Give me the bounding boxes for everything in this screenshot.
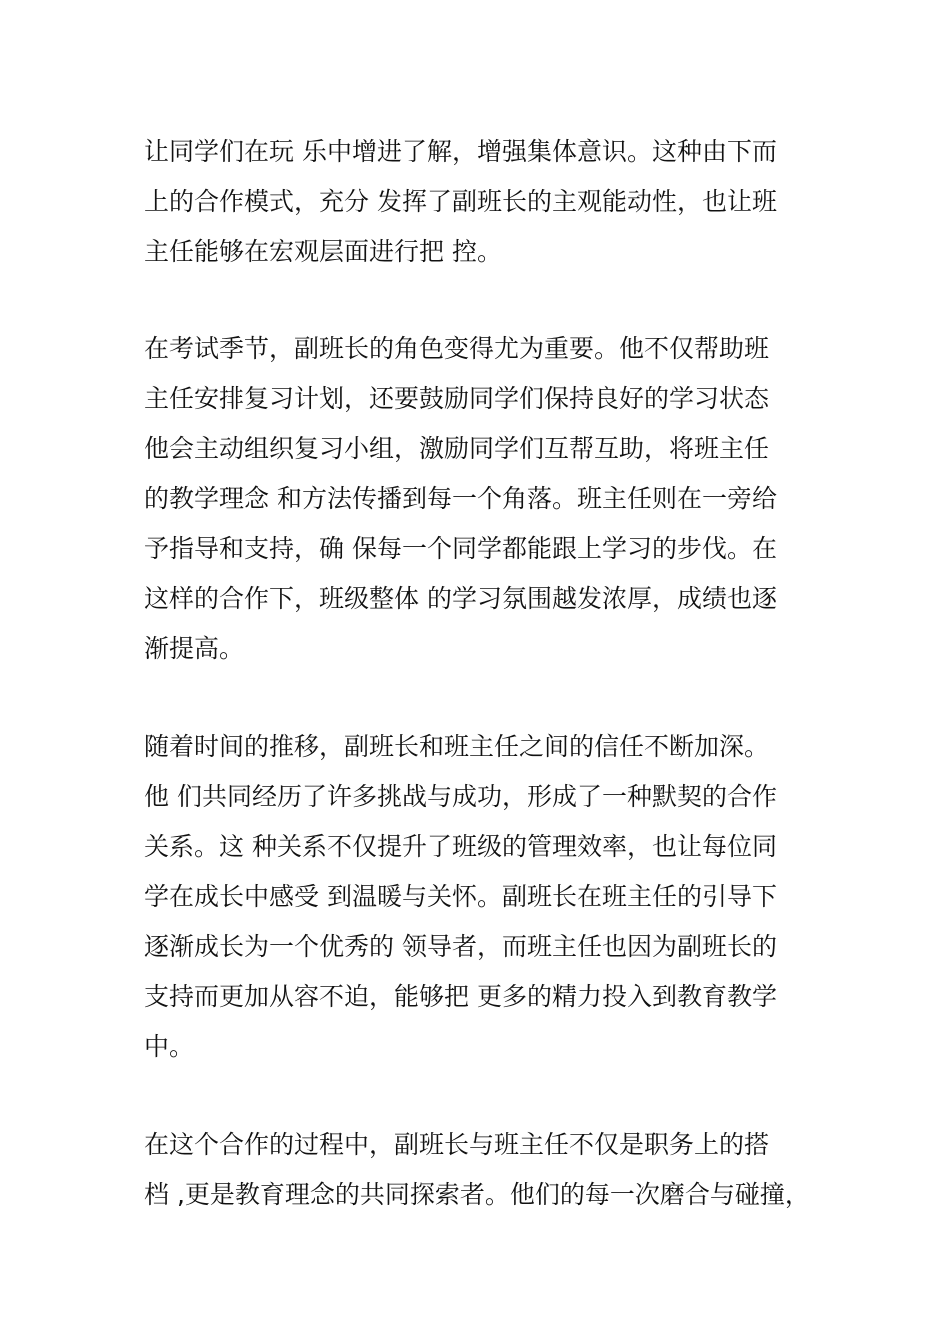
paragraph-4 [144, 1120, 844, 1220]
text-line: 予指导和支持，确 保每一个同学都能跟上学习的步伐。在 [144, 534, 777, 563]
paragraph-2 [144, 324, 844, 674]
text-line: 上的合作模式，充分 发挥了副班长的主观能动性，也让班 [144, 187, 777, 216]
text-line: 主任能够在宏观层面进行把 控。 [144, 237, 502, 266]
text-line: 渐提高。 [144, 634, 245, 663]
text-line: 学在成长中感受 到温暖与关怀。副班长在班主任的引导下 [144, 882, 777, 911]
text-line: 关系。这 种关系不仅提升了班级的管理效率，也让每位同 [144, 832, 777, 861]
text-line: 支持而更加从容不迫，能够把 更多的精力投入到教育教学 [144, 982, 777, 1011]
text-line: 让同学们在玩 乐中增进了解，增强集体意识。这种由下而 [144, 137, 777, 166]
text-line: 这样的合作下，班级整体 的学习氛围越发浓厚，成绩也逐 [144, 584, 777, 613]
text-line: 随着时间的推移，副班长和班主任之间的信任不断加深。 [144, 732, 770, 761]
text-line: 中。 [144, 1032, 195, 1061]
text-line: 他 们共同经历了许多挑战与成功，形成了一种默契的合作 [144, 782, 777, 811]
text-line: 他会主动组织复习小组，激励同学们互帮互助，将班主任 [144, 434, 770, 463]
text-line: 逐渐成长为一个优秀的 领导者，而班主任也因为副班长的 [144, 932, 777, 961]
text-line: 档 ,更是教育理念的共同探索者。他们的每一次磨合与碰撞， [144, 1180, 810, 1209]
text-line: 的教学理念 和方法传播到每一个角落。班主任则在一旁给 [144, 484, 777, 513]
paragraph-1 [144, 127, 844, 277]
text-line: 主任安排复习计划，还要鼓励同学们保持良好的学习状态 [144, 384, 770, 413]
text-line: 在这个合作的过程中，副班长与班主任不仅是职务上的搭 [144, 1130, 770, 1159]
text-line: 在考试季节，副班长的角色变得尤为重要。他不仅帮助班 [144, 334, 770, 363]
paragraph-3 [144, 722, 844, 1072]
